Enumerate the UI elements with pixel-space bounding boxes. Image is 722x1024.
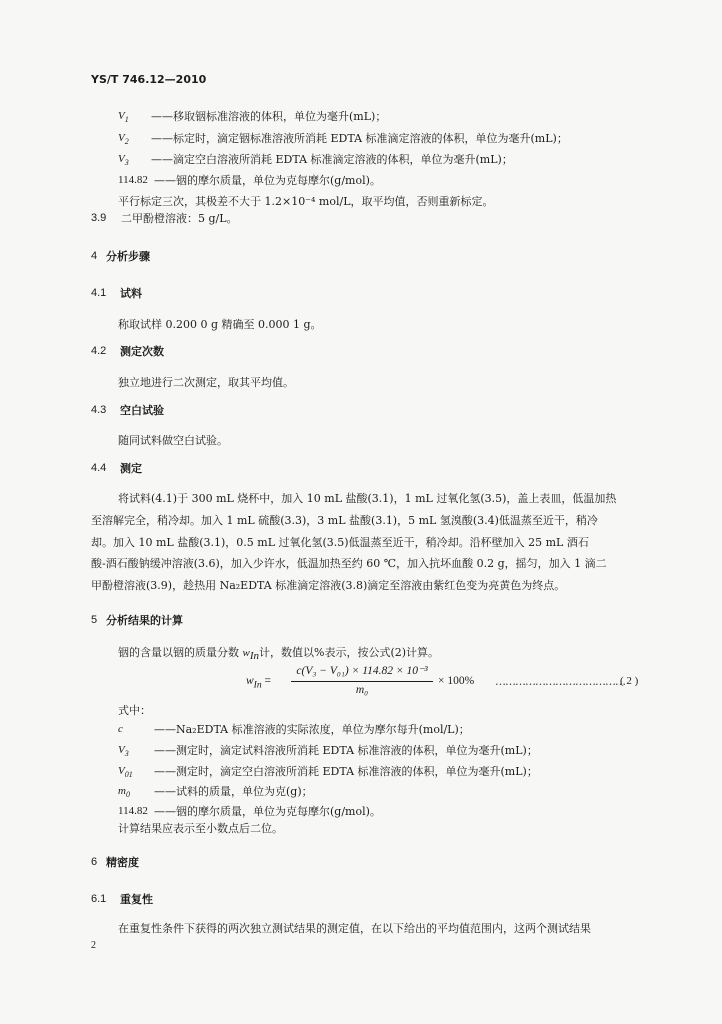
def-text: ——测定时，滴定试料溶液所消耗 EDTA 标准溶液的体积，单位为毫升(mL)； [154,744,538,757]
subsection-number: 4.2 [91,345,107,357]
paragraph-line: 将试料(4.1)于 300 mL 烧杯中，加入 10 mL 盐酸(3.1)，1 mL 过氧化氢(3.5)，盖上表皿，低温加热 [118,492,617,505]
paragraph-line: 甲酚橙溶液(3.9)，趁热用 Na₂EDTA 标准滴定溶液(3.8)滴定至溶液由紫红色变为亮黄色为终点。 [91,579,566,592]
formula-lhs: $w_{In}$ = [246,675,272,691]
formula-numerator: c(V₃ − V₀₁) × 114.82 × 10⁻³ [296,665,428,677]
def-symbol: 114.82 [118,174,148,186]
fraction-bar [291,681,433,682]
item-number: 3.9 [91,212,107,224]
def-symbol: c [118,723,123,735]
subsection-title: 重复性 [120,893,153,906]
section-title: 精密度 [106,856,139,869]
def-text: ——标定时，滴定铟标准溶液所消耗 EDTA 标准滴定溶液的体积，单位为毫升(mL)； [151,132,568,145]
paragraph-line: 至溶解完全，稍冷却。加入 1 mL 硫酸(3.3)，3 mL 盐酸(3.1)，5 mL 氢溴酸(3.4)低温蒸至近干，稍冷 [91,514,598,527]
def-symbol: $V_3$ [118,744,129,759]
formula-tail: × 100% [438,675,475,687]
subsection-title: 测定次数 [120,345,164,358]
section-number: 6 [91,856,98,868]
subsection-title: 测定 [120,462,142,475]
calc-intro: 铟的含量以铟的质量分数 $w_{In}$计，数值以%表示，按公式(2)计算。 [118,646,440,663]
section-number: 5 [91,614,98,626]
def-text: ——Na₂EDTA 标准溶液的实际浓度，单位为摩尔每升(mol/L)； [154,723,470,736]
paragraph: 独立地进行二次测定，取其平均值。 [118,376,294,389]
def-text: ——铟的摩尔质量，单位为克每摩尔(g/mol)。 [154,174,381,187]
subsection-title: 空白试验 [120,404,164,417]
subsection-number: 4.3 [91,404,107,416]
item-text: 二甲酚橙溶液：5 g/L。 [121,212,238,225]
subsection-number: 4.4 [91,462,107,474]
where-label: 式中： [118,704,151,717]
section-title: 分析结果的计算 [106,614,183,627]
def-text: ——铟的摩尔质量，单位为克每摩尔(g/mol)。 [154,805,381,818]
page-number: 2 [91,940,96,951]
def-symbol: 114.82 [118,805,148,817]
subsection-title: 试料 [120,287,142,300]
def-symbol: $V_3$ [118,153,129,168]
paragraph: 在重复性条件下获得的两次独立测试结果的测定值，在以下给出的平均值范围内，这两个测试结果 [118,922,591,935]
paragraph: 随同试料做空白试验。 [118,434,228,447]
formula-number: ( 2 ) [620,675,639,687]
paragraph-line: 酸-酒石酸钠缓冲溶液(3.6)，加入少许水，低温加热至约 60 ℃，加入抗坏血酸 0.2 g，摇匀，加入 1 滴二 [91,557,607,570]
section-title: 分析步骤 [106,250,150,263]
def-symbol: $V_{01}$ [118,765,133,780]
def-text: ——测定时，滴定空白溶液所消耗 EDTA 标准溶液的体积，单位为毫升(mL)； [154,765,538,778]
def-symbol: $V_2$ [118,132,129,147]
def-text: ——移取铟标准溶液的体积，单位为毫升(mL)； [151,110,387,123]
paragraph: 称取试样 0.200 0 g 精确至 0.000 1 g。 [118,318,322,331]
formula-leader-dots: ………………………………… [495,675,625,688]
paragraph-line: 却。加入 10 mL 盐酸(3.1)，0.5 mL 过氧化氢(3.5)低温蒸至近干，稍冷却。沿杯壁加入 25 mL 酒石 [91,536,589,549]
def-symbol: $m_0$ [118,785,130,800]
formula-denominator: m₀ [355,684,369,696]
subsection-number: 4.1 [91,287,107,299]
parallel-calibration-note: 平行标定三次，其极差不大于 1.2×10⁻⁴ mol/L，取平均值，否则重新标定。 [118,195,494,208]
result-precision-note: 计算结果应表示至小数点后二位。 [118,822,283,835]
def-text: ——试料的质量，单位为克(g)； [154,785,313,798]
subsection-number: 6.1 [91,893,107,905]
def-symbol: $V_1$ [118,110,129,125]
section-number: 4 [91,250,98,262]
standard-number: YS/T 746.12—2010 [91,73,207,86]
def-text: ——滴定空白溶液所消耗 EDTA 标准滴定溶液的体积，单位为毫升(mL)； [151,153,513,166]
